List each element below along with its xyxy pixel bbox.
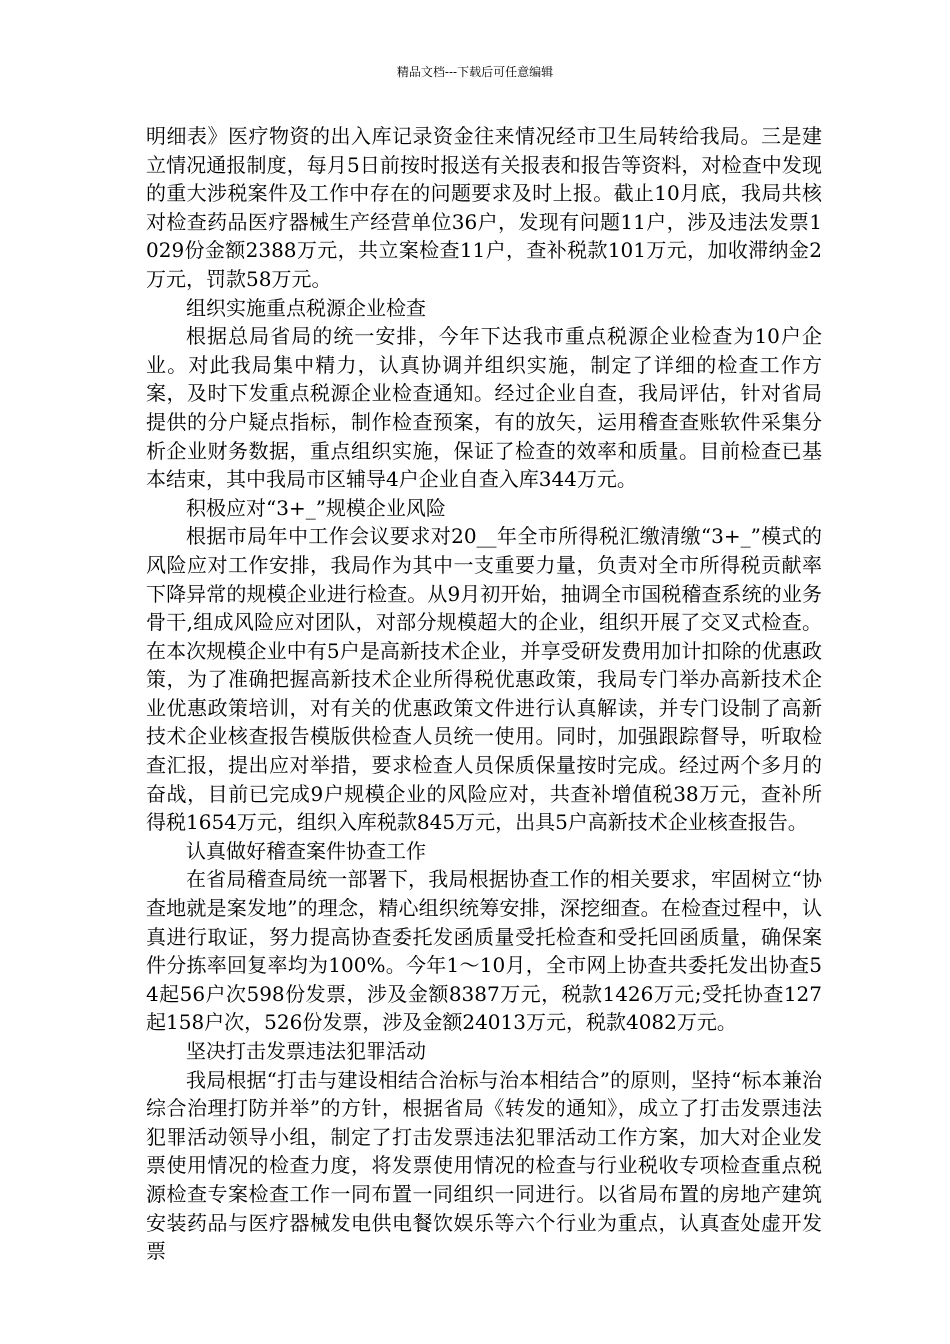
document-body	[146, 122, 822, 1266]
paragraph-large-enterprise-risk: 根据市局年中工作会议要求对20__年全市所得税汇缴清缴“3+_”模式的风险应对工作安排，我局作为其中一支重要力量，负责对全市所得税贡献率下降异常的规模企业进行检查。从9月初开始，抽调全市国税稽查系统的业务骨干,组成风险应对团队，对部分规模超大的企业，组织开展了交叉式检查。在本次规模企业中有5户是高新技术企业，并享受研发费用加计扣除的优惠政策，为了准确把握高新技术企业所得税优惠政策，我局专门举办高新技术企业优惠政策培训，对有关的优惠政策文件进行认真解读，并专门设制了高新技术企业核查报告模版供检查人员统一使用。同时，加强跟踪督导，听取检查汇报，提出应对举措，要求检查人员保质保量按时完成。经过两个多月的奋战，目前已完成9户规模企业的风险应对，共查补增值税38万元，查补所得税1654万元，组织入库税款845万元，出具5户高新技术企业核查报告。	[146, 524, 822, 835]
paragraph-case-assistance: 在省局稽查局统一部署下，我局根据协查工作的相关要求，牢固树立“协查地就是案发地”的理念，精心组织统筹安排，深挖细查。在检查过程中，认真进行取证，努力提高协查委托发函质量受托检查和受托回函质量，确保案件分拣率回复率均为100%。今年1～10月，全市网上协查共委托发出协查54起56户次598份发票，涉及金额8387万元，税款1426万元;受托协查127起158户次，526份发票，涉及金额24013万元，税款4082万元。	[146, 867, 822, 1035]
paragraph-invoice-crime: 我局根据“打击与建设相结合治标与治本相结合”的原则，坚持“标本兼治综合治理打防并举”的方针，根据省局《转发的通知》，成立了打击发票违法犯罪活动领导小组，制定了打击发票违法犯罪活动工作方案，加大对企业发票使用情况的检查力度，将发票使用情况的检查与行业税收专项检查重点税源检查专案检查工作一同布置一同组织一同进行。以省局布置的房地产建筑安装药品与医疗器械发电供电餐饮娱乐等六个行业为重点，认真查处虚开发票	[146, 1067, 822, 1264]
section-heading-large-enterprise-risk: 积极应对“3+_”规模企业风险	[186, 495, 446, 520]
section-heading-key-taxpayer-inspection: 组织实施重点税源企业检查	[186, 295, 426, 320]
paragraph-key-taxpayer-inspection: 根据总局省局的统一安排，今年下达我市重点税源企业检查为10户企业。对此我局集中精力，认真协调并组织实施，制定了详细的检查工作方案，及时下发重点税源企业检查通知。经过企业自查，我局评估，针对省局提供的分户疑点指标，制作检查预案，有的放矢，运用稽查查账软件采集分析企业财务数据，重点组织实施，保证了检查的效率和质量。目前检查已基本结束，其中我局市区辅导4户企业自查入库344万元。	[146, 324, 822, 492]
section-heading-invoice-crime: 坚决打击发票违法犯罪活动	[186, 1039, 426, 1063]
page-header: 精品文档---下载后可任意编辑	[396, 65, 554, 79]
section-heading-case-assistance: 认真做好稽查案件协查工作	[186, 838, 426, 863]
paragraph-continued: 明细表》医疗物资的出入库记录资金往来情况经市卫生局转给我局。三是建立情况通报制度，每月5日前按时报送有关报表和报告等资料，对检查中发现的重大涉税案件及工作中存在的问题要求及时上报。截止10月底，我局共核对检查药品医疗器械生产经营单位36户，发现有问题11户，涉及违法发票1029份金额2388万元，共立案检查11户，查补税款101万元，加收滞纳金2万元，罚款58万元。	[146, 124, 822, 291]
